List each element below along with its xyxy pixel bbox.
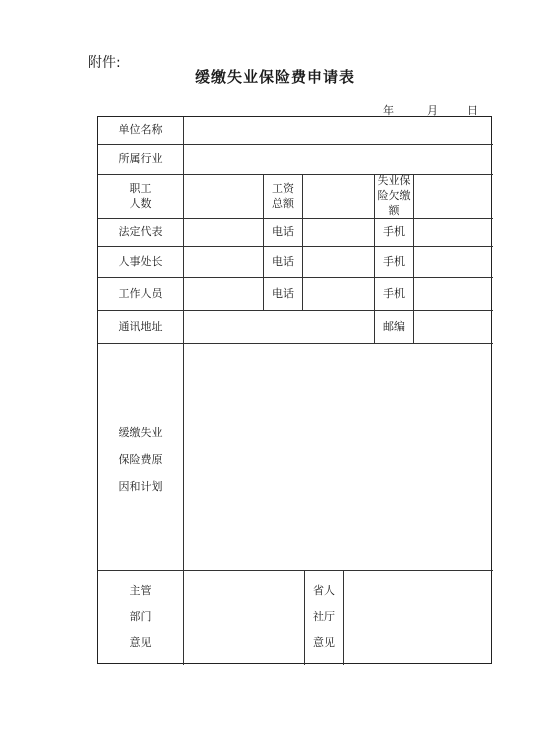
staff-member-mobile-label: 手机 <box>383 286 405 300</box>
hr-head-mobile-field[interactable] <box>414 247 493 277</box>
date-day-label: 日 <box>467 104 478 117</box>
staff-member-phone-label: 电话 <box>272 286 294 300</box>
reason-label: 缓缴失业 保险费原 因和计划 <box>118 426 163 493</box>
legal-rep-field[interactable] <box>184 219 263 246</box>
staff-count-field[interactable] <box>184 175 263 218</box>
industry-field[interactable] <box>184 145 493 174</box>
legal-rep-mobile-label: 手机 <box>383 225 405 239</box>
legal-rep-phone-field[interactable] <box>303 219 374 246</box>
legal-rep-phone-label: 电话 <box>272 225 294 239</box>
legal-rep-mobile-field[interactable] <box>414 219 493 246</box>
attachment-label: 附件: <box>88 55 121 71</box>
staff-member-field[interactable] <box>184 278 263 310</box>
arrears-label: 失业保 险欠缴 额 <box>377 174 411 217</box>
industry-label: 所属行业 <box>118 152 163 166</box>
address-field[interactable] <box>184 311 374 343</box>
date-year-label: 年 <box>383 104 394 117</box>
arrears-field[interactable] <box>414 175 493 218</box>
date-month-label: 月 <box>427 104 438 117</box>
form-title: 缓缴失业保险费申请表 <box>194 68 355 86</box>
province-opinion-label: 省人 社厅 意见 <box>313 584 335 649</box>
hr-head-phone-label: 电话 <box>272 254 294 268</box>
staff-member-label: 工作人员 <box>118 286 163 300</box>
staff-count-label: 职工 人数 <box>129 181 152 210</box>
application-form-table <box>97 116 492 664</box>
department-opinion-field[interactable] <box>184 571 304 665</box>
hr-head-field[interactable] <box>184 247 263 277</box>
address-label: 通讯地址 <box>118 319 163 333</box>
legal-rep-label: 法定代表 <box>118 225 163 239</box>
postcode-label: 邮编 <box>383 319 405 333</box>
province-opinion-field[interactable] <box>344 571 493 665</box>
unit-name-field[interactable] <box>184 117 493 144</box>
staff-member-mobile-field[interactable] <box>414 278 493 310</box>
staff-member-phone-field[interactable] <box>303 278 374 310</box>
wage-total-field[interactable] <box>303 175 374 218</box>
unit-name-label: 单位名称 <box>118 123 163 137</box>
reason-field[interactable] <box>184 344 493 570</box>
department-opinion-label: 主管 部门 意见 <box>129 584 152 649</box>
hr-head-mobile-label: 手机 <box>383 254 405 268</box>
hr-head-label: 人事处长 <box>118 254 163 268</box>
postcode-field[interactable] <box>414 311 493 343</box>
hr-head-phone-field[interactable] <box>303 247 374 277</box>
wage-total-label: 工资 总额 <box>272 181 294 210</box>
